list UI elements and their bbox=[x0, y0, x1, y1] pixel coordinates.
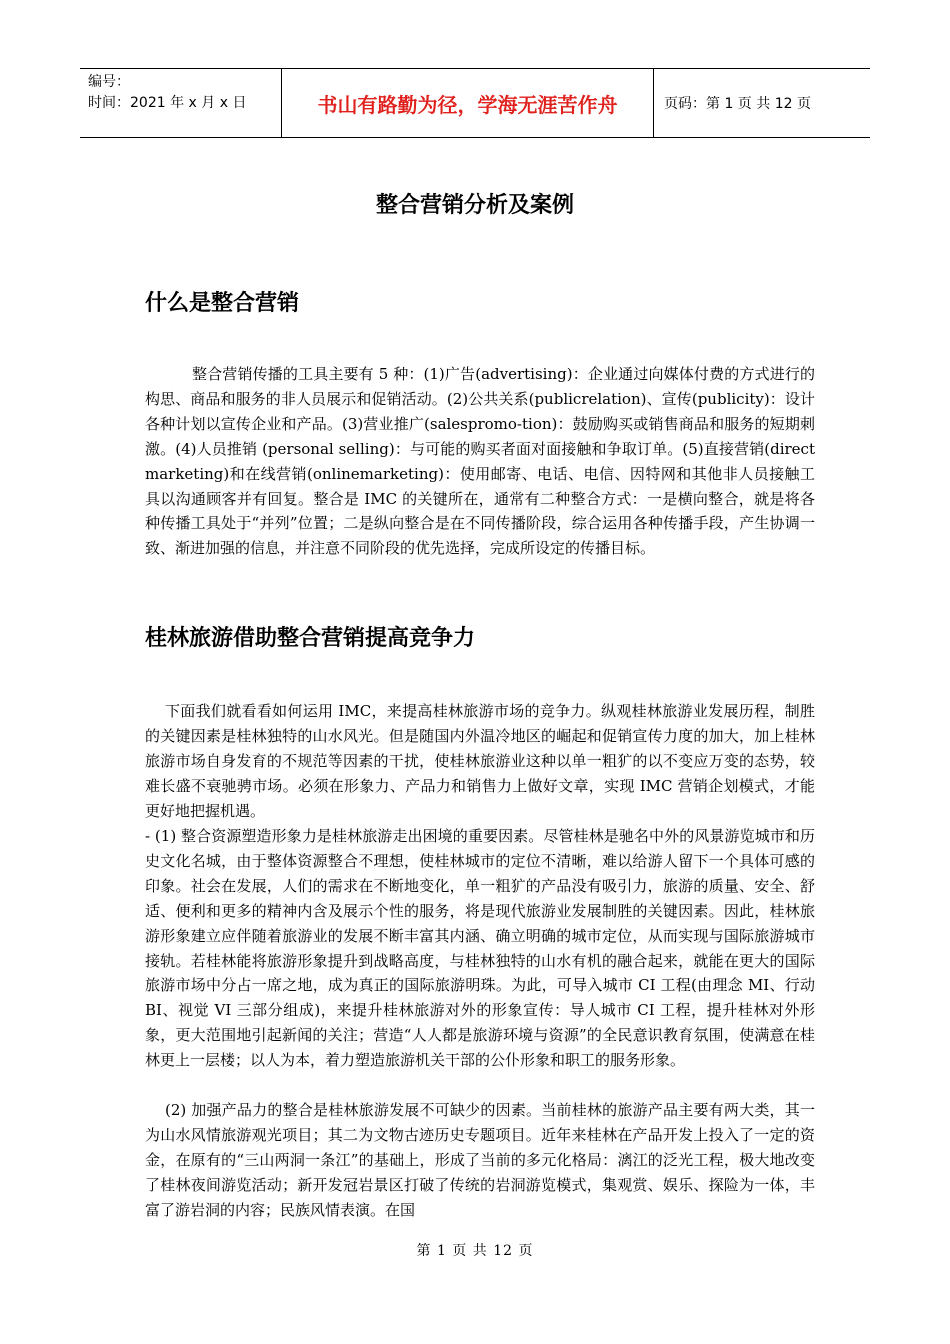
section1-paragraph: 整合营销传播的工具主要有 5 种：(1)广告(advertising)：企业通过向媒体付费的方式进行的构思、商品和服务的非人员展示和促销活动。(2)公共关系(publicrelation)、宣传(publicity)：设计各种计划以宣传企业和产品。(3)营业推广(salespromo-tion)：鼓励购买或销售商品和服务的短期刺激。(4)人员推销 (personal selling)：与可能的购买者面对面接触和争取订单。(5)直接营销(direct marketing)和在线营销(onlinemarketing)：使用邮寄、电话、电信、因特网和其他非人员接触工具以沟通顾客并有回复。整合是 IMC 的关键所在，通常有二种整合方式：一是横向整合，就是将各种传播工具处于“并列”位置；二是纵向整合是在不同传播阶段，综合运用各种传播手段，产生协调一致、渐进加强的信息，并注意不同阶段的优先选择，完成所设定的传播目标。 bbox=[145, 365, 815, 558]
header-code-label: 编号： bbox=[88, 74, 130, 90]
document-header bbox=[80, 68, 870, 138]
header-time-label: 时间：2021 年 x 月 x 日 bbox=[88, 95, 247, 111]
section-heading-what-is-imc: 什么是整合营销 bbox=[145, 291, 300, 316]
section2-paragraph-intro: 下面我们就看看如何运用 IMC，来提高桂林旅游市场的竞争力。纵观桂林旅游业发展历程，制胜的关键因素是桂林独特的山水风光。但是随国内外温冷地区的崛起和促销宣传力度的加大，加上桂林旅游市场自身发育的不规范等因素的干扰，使桂林旅游业这种以单一粗犷的以不变应万变的态势，较难长盛不衰驰骋市场。必须在形象力、产品力和销售力上做好文章，实现 IMC 营销企划模式，才能更好地把握机遇。 bbox=[145, 702, 815, 820]
document-title: 整合营销分析及案例 bbox=[375, 193, 574, 218]
section-heading-guilin: 桂林旅游借助整合营销提高竞争力 bbox=[145, 626, 476, 651]
section2-paragraph-image: - (1) 整合资源塑造形象力是桂林旅游走出困境的重要因素。尽管桂林是驰名中外的风景游览城市和历史文化名城，由于整体资源整合不理想，使桂林城市的定位不清晰，难以给游人留下一个具体可感的印象。社会在发展，人们的需求在不断地变化，单一粗犷的产品没有吸引力，旅游的质量、安全、舒适、便利和更多的精神内含及展示个性的服务，将是现代旅游业发展制胜的关键因素。因此，桂林旅游形象建立应伴随着旅游业的发展不断丰富其内涵、确立明确的城市定位，从而实现与国际旅游城市接轨。若桂林能将旅游形象提升到战略高度，与桂林独特的山水有机的融合起来，就能在更大的国际旅游市场中分占一席之地，成为真正的国际旅游明珠。为此，可导入城市 CI 工程(由理念 MI、行动 BI、视觉 VI 三部分组成)，来提升桂林旅游对外的形象宣传：导人城市 CI 工程，提升桂林对外形象，更大范围地引起新闻的关注；营造“人人都是旅游环境与资源”的全民意识教育氛围，使满意在桂林更上一层楼；以人为本，着力塑造旅游机关干部的公仆形象和职工的服务形象。 bbox=[145, 827, 815, 1070]
section2-paragraph-product: (2) 加强产品力的整合是桂林旅游发展不可缺少的因素。当前桂林的旅游产品主要有两大类，其一为山水风情旅游观光项目；其二为文物古迹历史专题项目。近年来桂林在产品开发上投入了一定的资金，在原有的“三山两洞一条江”的基础上，形成了当前的多元化格局：漓江的泛光工程，极大地改变了桂林夜间游览活动；新开发冠岩景区打破了传统的岩洞游览模式，集观赏、娱乐、探险为一体，丰富了游岩洞的内容；民族风情表演。在国 bbox=[145, 1101, 815, 1219]
header-motto: 书山有路勤为径，学海无涯苦作舟 bbox=[282, 69, 654, 137]
page-footer: 第 1 页 共 12 页 bbox=[416, 1243, 534, 1259]
header-meta bbox=[80, 69, 282, 137]
header-page-info: 页码：第 1 页 共 12 页 bbox=[664, 96, 811, 112]
